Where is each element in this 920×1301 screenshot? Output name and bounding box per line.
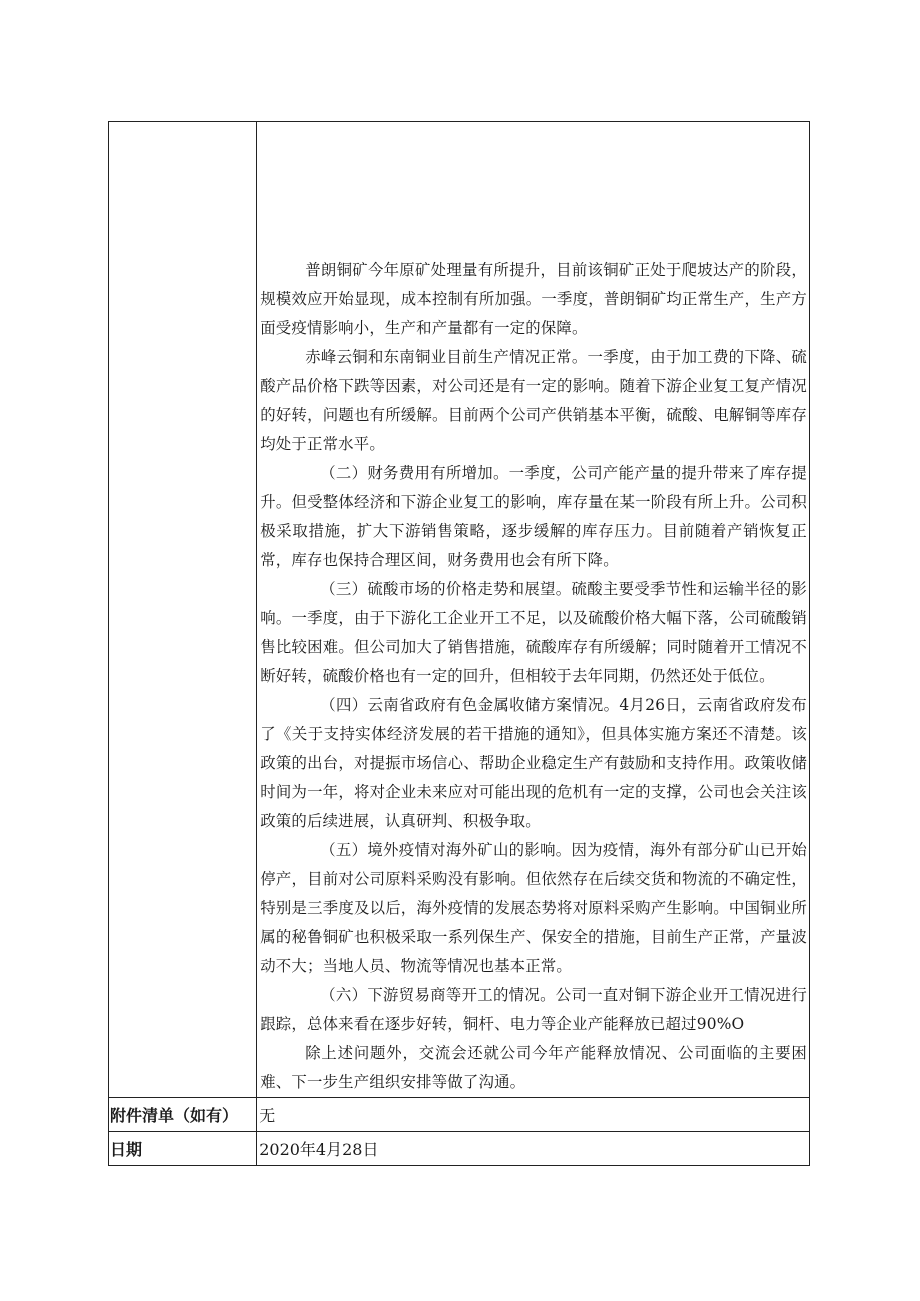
date-label: 日期 — [109, 1132, 257, 1166]
paragraph-finance-cost: （二）财务费用有所增加。一季度，公司产能产量的提升带来了库存提升。但受整体经济和下游企业复工的影响，库存量在某一阶段有所上升。公司积极采取措施，扩大下游销售策略，逐步缓解的库存压力。目前随着产销恢复正常，库存也保持合理区间，财务费用也会有所下降。 — [260, 464, 807, 569]
paragraph-overseas-mines: （五）境外疫情对海外矿山的影响。因为疫情，海外有部分矿山已开始停产，目前对公司原料采购没有影响。但依然存在后续交货和物流的不确定性，特别是三季度及以后，海外疫情的发展态势将对原料采购产生影响。中国铜业所属的秘鲁铜矿也积极采取一系列保生产、保安全的措施，目前生产正常，产量波动不大；当地人员、物流等情况也基本正常。 — [260, 841, 807, 975]
date-value: 2020年4月28日 — [257, 1132, 810, 1166]
attachments-value: 无 — [257, 1098, 810, 1132]
paragraph-pulang: 普朗铜矿今年原矿处理量有所提升，目前该铜矿正处于爬坡达产的阶段，规模效应开始显现，成本控制有所加强。一季度，普朗铜矿均正常生产，生产方面受疫情影响小，生产和产量都有一定的保障。 — [260, 261, 807, 337]
document-table — [108, 121, 810, 1166]
date-row — [109, 1132, 810, 1166]
content-label-cell — [109, 122, 257, 1098]
attachments-label: 附件清单（如有） — [109, 1098, 257, 1132]
paragraph-summary: 除上述问题外，交流会还就公司今年产能释放情况、公司面临的主要困难、下一步生产组织安排等做了沟通。 — [260, 1044, 807, 1091]
content-cell — [257, 122, 810, 1098]
paragraph-yunnan-policy: （四）云南省政府有色金属收储方案情况。4月26日，云南省政府发布了《关于支持实体经济发展的若干措施的通知》，但具体实施方案还不清楚。该政策的出台，对提振市场信心、帮助企业稳定生产有鼓励和支持作用。政策收储时间为一年，将对企业未来应对可能出现的危机有一定的支撑，公司也会关注该政策的后续进展，认真研判、积极争取。 — [260, 696, 807, 830]
content-row — [109, 122, 810, 1098]
paragraph-chifeng: 赤峰云铜和东南铜业目前生产情况正常。一季度，由于加工费的下降、硫酸产品价格下跌等因素，对公司还是有一定的影响。随着下游企业复工复产情况的好转，问题也有所缓解。目前两个公司产供销基本平衡，硫酸、电解铜等库存均处于正常水平。 — [260, 348, 807, 453]
attachments-row — [109, 1098, 810, 1132]
paragraph-downstream: （六）下游贸易商等开工的情况。公司一直对铜下游企业开工情况进行跟踪，总体来看在逐步好转，铜杆、电力等企业产能释放已超过90%O — [260, 986, 807, 1033]
paragraph-sulfuric-acid: （三）硫酸市场的价格走势和展望。硫酸主要受季节性和运输半径的影响。一季度，由于下游化工企业开工不足，以及硫酸价格大幅下落，公司硫酸销售比较困难。但公司加大了销售措施，硫酸库存有所缓解；同时随着开工情况不断好转，硫酸价格也有一定的回升，但相较于去年同期，仍然还处于低位。 — [260, 580, 807, 685]
